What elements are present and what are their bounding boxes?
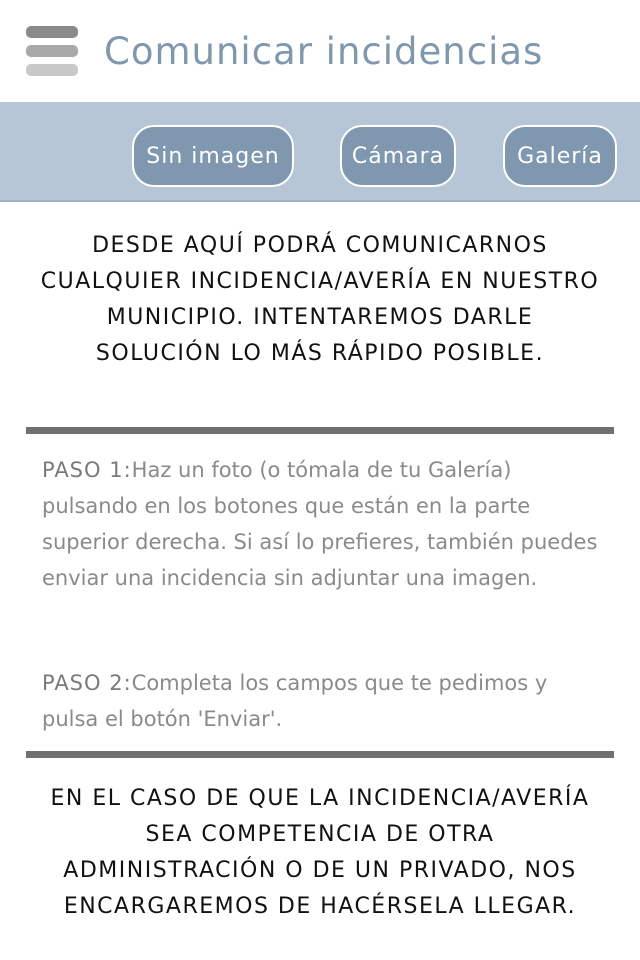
menu-bar	[26, 64, 78, 76]
menu-bar	[26, 45, 78, 57]
step-label: PASO 2:	[42, 671, 132, 695]
step-2	[42, 665, 602, 737]
camera-button[interactable]: Cámara	[340, 125, 456, 187]
step-1	[42, 452, 602, 596]
no-image-button[interactable]: Sin imagen	[132, 125, 294, 187]
step-text: Completa los campos que te pedimos y pulsa el botón 'Enviar'.	[42, 671, 548, 731]
intro-text: DESDE AQUÍ PODRÁ COMUNICARNOS CUALQUIER INCIDENCIA/AVERÍA EN NUESTRO MUNICIPIO. INTENTAREMOS DARLE SOLUCIÓN LO MÁS RÁPIDO POSIBLE.	[40, 233, 600, 366]
outro-text: EN EL CASO DE QUE LA INCIDENCIA/AVERÍA SEA COMPETENCIA DE OTRA ADMINISTRACIÓN O DE UN PRIVADO, NOS ENCARGAREMOS DE HACÉRSELA LLEGAR.	[50, 786, 590, 919]
divider	[26, 427, 614, 434]
app-header	[0, 0, 640, 102]
page-title: Comunicar incidencias	[104, 30, 544, 73]
gallery-button[interactable]: Galería	[503, 125, 617, 187]
hamburger-menu-icon[interactable]	[26, 26, 78, 76]
step-text: Haz un foto (o tómala de tu Galería) pulsando en los botones que están en la parte superior derecha. Si así lo prefieres, también puedes enviar una incidencia sin adjuntar una imagen.	[42, 458, 598, 590]
menu-bar	[26, 26, 78, 38]
divider	[26, 751, 614, 758]
step-label: PASO 1:	[42, 458, 132, 482]
image-source-toolbar	[0, 102, 640, 202]
